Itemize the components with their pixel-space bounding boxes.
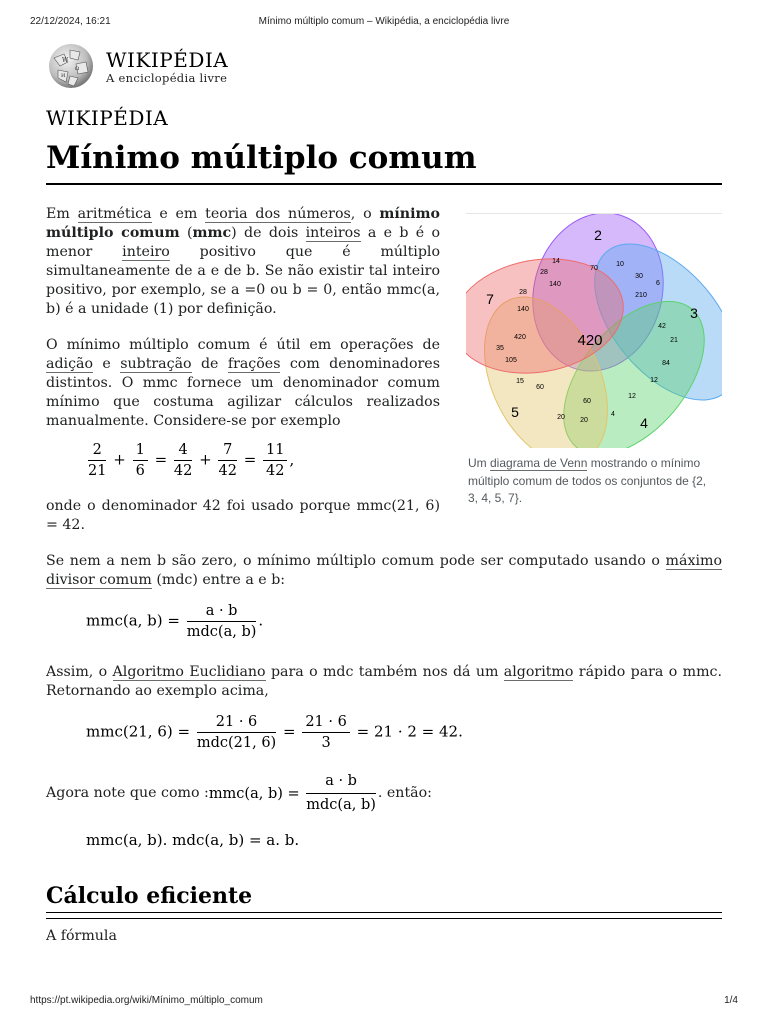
link-inteiros[interactable]: inteiros [305, 225, 361, 241]
venn-set-label: 4 [640, 415, 648, 431]
print-page-number: 1/4 [724, 995, 738, 1006]
venn-region-value: 12 [628, 393, 636, 400]
print-timestamp: 22/12/2024, 16:21 [30, 16, 111, 27]
print-footer [30, 995, 738, 1006]
intro-paragraph: Em aritmética e em teoria dos números, o mínimo múltiplo comum (mmc) de dois inteiros a e b é o menor inteiro positivo que é múltiplo simultaneamente de a e de b. Se não existir tal inteiro positivo, por exemplo, se a =0 ou b = 0, então mmc(a, b) é a unidade (1) por definição. [46, 206, 440, 317]
venn-set-label: 7 [486, 291, 494, 307]
link-fracoes[interactable]: frações [227, 356, 281, 372]
svg-text:И: И [61, 73, 66, 79]
venn-region-value: 140 [549, 281, 561, 288]
link-inteiro[interactable]: inteiro [122, 244, 170, 260]
link-algoritmo-euclidiano[interactable]: Algoritmo Euclidiano [112, 664, 266, 680]
section-divider-bottom [46, 918, 722, 919]
venn-region-value: 20 [557, 414, 565, 421]
wikipedia-tagline: A enciclopédia livre [106, 71, 228, 85]
venn-region-value: 21 [670, 337, 678, 344]
figure-caption: Um diagrama de Venn mostrando o mínimo múltiplo comum de todos os conjuntos de {2, 3, 4, 5, 7}. [468, 456, 707, 505]
link-adicao[interactable]: adição [46, 356, 94, 372]
venn-region-value: 210 [635, 292, 647, 299]
link-aritmetica[interactable]: aritmética [77, 206, 152, 222]
venn-region-value: 105 [505, 357, 517, 364]
venn-region-value: 140 [517, 306, 529, 313]
venn-region-value: 84 [662, 360, 670, 367]
svg-text:Ω: Ω [75, 66, 80, 72]
venn-region-value: 20 [580, 417, 588, 424]
venn-region-value: 35 [496, 345, 504, 352]
section-heading-calculo-eficiente: Cálculo eficiente [46, 883, 253, 909]
venn-region-value: 12 [650, 377, 658, 384]
equation-example: mmc(21, 6) = $\frac{21 \cdot 6}{\text{mdc(21, 6)}}$ = $\frac{21 \cdot 6}{3}$ = 21 · 2 = 42. [86, 714, 463, 751]
print-url: https://pt.wikipedia.org/wiki/Mínimo_múltiplo_comum [30, 995, 263, 1006]
title-divider [46, 183, 722, 185]
denominator-paragraph: onde o denominador 42 foi usado porque mmc(21, 6) = 42. [46, 498, 440, 533]
venn-figure [466, 213, 722, 452]
venn-region-value: 28 [519, 289, 527, 296]
venn-region-value: 10 [616, 261, 624, 268]
page-title: Mínimo múltiplo comum [46, 140, 477, 176]
note-paragraph: Agora note que como :mmc(a, b) = $\frac{a \cdot b}{\text{mdc(a, b)}}$ . então: [46, 773, 432, 813]
link-algoritmo[interactable]: algoritmo [503, 664, 574, 680]
venn-region-value: 28 [540, 269, 548, 276]
wikipedia-wordmark: WIKIPÉDIA [106, 48, 229, 72]
formula-paragraph: A fórmula [46, 928, 117, 944]
link-diagrama-de-venn[interactable]: diagrama de Venn [490, 456, 588, 470]
equation-lcm-gcd: mmc(a, b) = $\frac{a \cdot b}{\text{mdc(a, b)}}$ . [86, 603, 264, 640]
venn-region-value: 42 [658, 323, 666, 330]
equation-product: mmc(a, b). mdc(a, b) = a. b. [86, 831, 300, 849]
link-maximo-divisor-comum[interactable]: máximo divisor comum [46, 553, 722, 588]
wikipedia-wordmark-secondary: WIKIPÉDIA [46, 106, 169, 130]
venn-diagram[interactable] [466, 214, 722, 448]
venn-center-value: 420 [577, 332, 603, 349]
euclid-paragraph: Assim, o Algoritmo Euclidiano para o mdc também nos dá um algoritmo rápido para o mmc. Retornando ao exemplo acima, [46, 664, 722, 699]
venn-region-value: 4 [611, 411, 615, 418]
venn-region-value: 30 [635, 273, 643, 280]
svg-text:W: W [62, 57, 69, 64]
wikipedia-globe-icon [46, 42, 96, 90]
venn-region-value: 14 [552, 258, 560, 265]
usage-paragraph: O mínimo múltiplo comum é útil em operações de adição e subtração de frações com denominadores distintos. O mmc fornece um denominador comum mínimo que costuma agilizar cálculos realizados manualmente. Considere-se por exemplo [46, 337, 440, 429]
venn-set-label: 5 [511, 404, 519, 420]
venn-set-label: 3 [690, 305, 698, 321]
venn-region-value: 60 [583, 398, 591, 405]
link-subtracao[interactable]: subtração [120, 356, 192, 372]
venn-region-value: 6 [656, 280, 660, 287]
venn-region-value: 420 [514, 334, 526, 341]
venn-set-label: 2 [594, 227, 602, 243]
venn-region-value: 70 [590, 265, 598, 272]
venn-region-value: 60 [536, 384, 544, 391]
venn-region-value: 15 [516, 378, 524, 385]
print-title: Mínimo múltiplo comum – Wikipédia, a enciclopédia livre [258, 16, 510, 27]
wikipedia-logo[interactable] [46, 42, 246, 92]
link-teoria-dos-numeros[interactable]: teoria dos números [205, 206, 351, 222]
equation-fraction-sum: $\frac{2}{21}$ + $\frac{1}{6}$ = $\frac{4}{42}$ + $\frac{7}{42}$ = $\frac{11}{42}$ , [88, 442, 295, 479]
section-divider-top [46, 912, 722, 913]
gcd-paragraph: Se nem a nem b são zero, o mínimo múltiplo comum pode ser computado usando o máximo divisor comum (mdc) entre a e b: [46, 553, 722, 588]
